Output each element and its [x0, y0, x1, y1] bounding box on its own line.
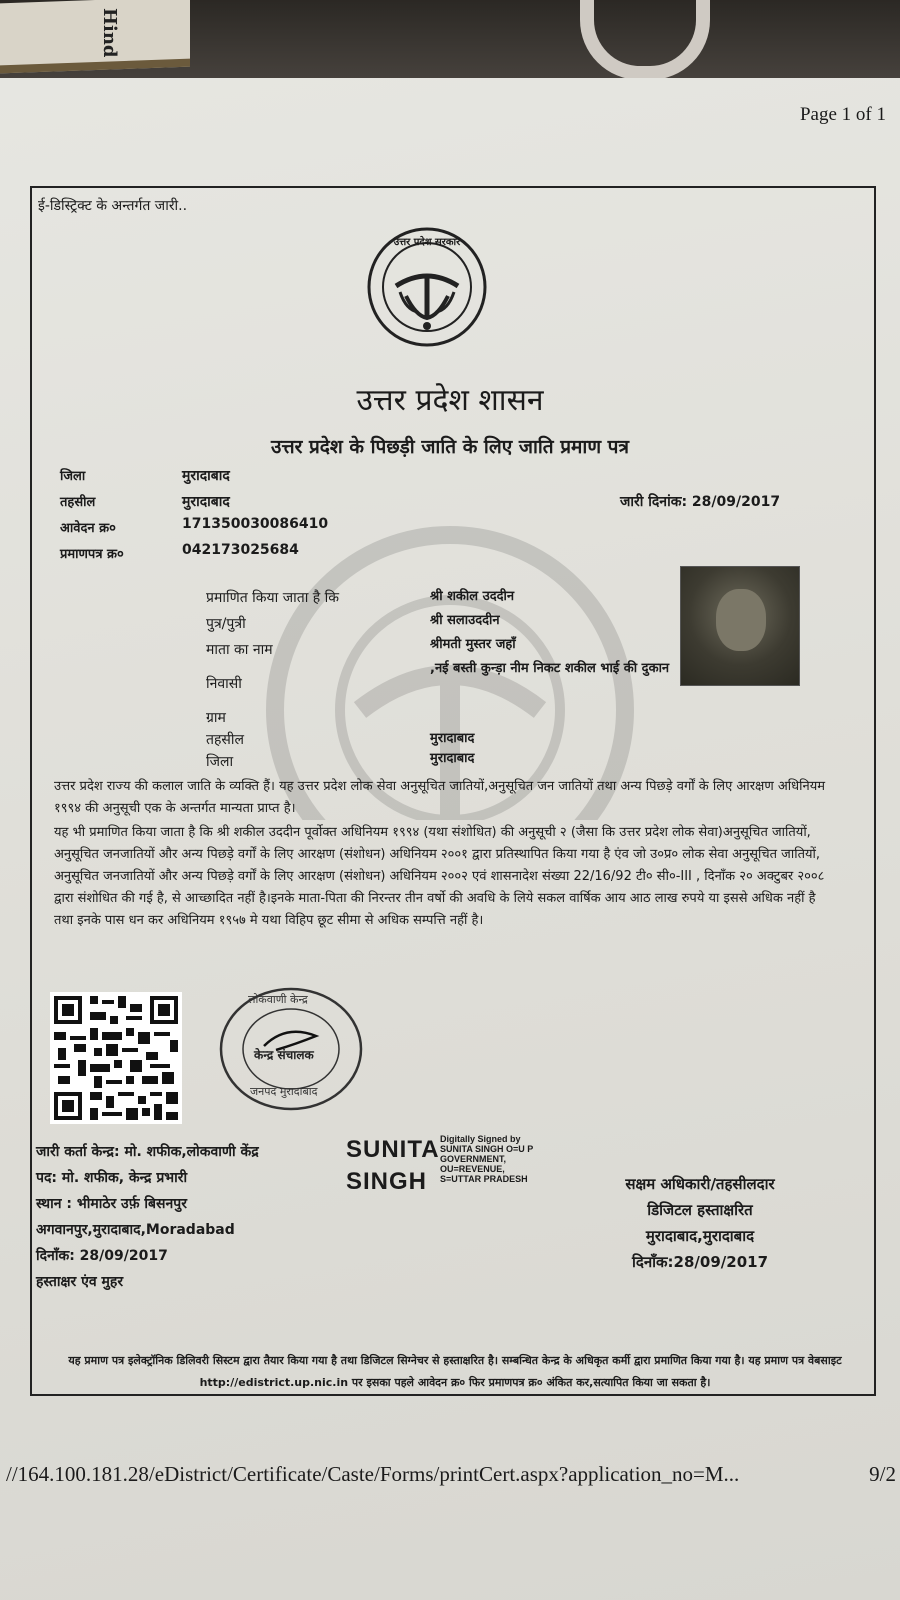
issuer-date: दिनाँक: 28/09/2017: [36, 1248, 168, 1264]
mug: [580, 0, 710, 80]
issuer-address: अगवानपुर,मुरादाबाद,Moradabad: [36, 1222, 235, 1238]
print-url: //164.100.181.28/eDistrict/Certificate/Caste/Forms/printCert.aspx?application_no=M...: [6, 1462, 740, 1486]
digital-signature-line-2: SUNITA SINGH O=U P: [440, 1144, 534, 1154]
caste-recognition-paragraph: उत्तर प्रदेश राज्य की कलाल जाति के व्यक्ति हैं। यह उत्तर प्रदेश लोक सेवा अनुसूचित जातियों,अनुसूचित जन जातियों तथा अन्य पिछड़े वर्गों के लिए आरक्षण अधिनियम १९९४ की अनुसूची एक के अन्तर्गत मान्यता प्राप्त है।: [54, 779, 826, 816]
book-spine-text: Hind: [99, 8, 120, 58]
print-date: 9/2: [869, 1462, 896, 1486]
field-value-application-no: 171350030086410: [182, 516, 329, 532]
digital-signature-line-4: OU=REVENUE,: [440, 1164, 505, 1174]
seal-center-text: केन्द्र संचालक: [254, 1048, 314, 1062]
detail-value-tehsil: मुरादाबाद: [430, 731, 475, 746]
field-label-district: जिला: [60, 469, 86, 484]
detail-label-tehsil: तहसील: [206, 732, 244, 748]
verification-footer-note: यह प्रमाण पत्र इलेक्ट्रॉनिक डिलिवरी सिस्टम द्वारा तैयार किया गया है तथा डिजिटल सिग्नेचर से हस्ताक्षरित है। सम्बन्धित केन्द्र के अधिकृत कर्मी द्वारा प्रमाणित किया गया है। यह प्रमाण पत्र वेबसाइट http://edistrict.up.nic.in पर इसका पहले आवेदन क्र० फिर प्रमाणपत्र क्र० अंकित कर,सत्यापित किया जा सकता है।: [68, 1354, 842, 1389]
detail-value-mother: श्रीमती मुस्तर जहाँ: [430, 637, 516, 652]
detail-value-address: ,नई बस्ती कुन्ड़ा नीम निकट शकील भाई की दुकान: [430, 661, 670, 676]
field-label-certificate-no: प्रमाणपत्र क्र०: [60, 547, 124, 562]
issuer-designation: पद: मो. शफीक, केन्द्र प्रभारी: [36, 1170, 188, 1186]
digital-signature-line-3: GOVERNMENT,: [440, 1154, 507, 1164]
photo-face: [716, 589, 766, 651]
detail-label-child-of: पुत्र/पुत्री: [206, 616, 246, 632]
qr-code-icon: [50, 992, 182, 1124]
authority-designation: सक्षम अधिकारी/तहसीलदार: [625, 1175, 775, 1193]
digital-signature-line-5: S=UTTAR PRADESH: [440, 1174, 528, 1184]
field-value-certificate-no: 042173025684: [182, 542, 299, 558]
applicant-photo: [680, 566, 800, 686]
field-value-tehsil: मुरादाबाद: [182, 494, 230, 510]
detail-label-certified: प्रमाणित किया जाता है कि: [206, 590, 340, 606]
government-title: उत्तर प्रदेश शासन: [356, 383, 544, 418]
digital-signature-name-last: SINGH: [346, 1168, 428, 1195]
detail-label-resident: निवासी: [206, 676, 242, 692]
field-label-tehsil: तहसील: [60, 495, 96, 510]
print-footer: [6, 1462, 896, 1487]
detail-label-village: ग्राम: [206, 710, 226, 726]
authority-digital-signed: डिजिटल हस्ताक्षरित: [647, 1201, 753, 1219]
issuer-center: जारी कर्ता केन्द्र: मो. शफीक,लोकवाणी केंद्र: [36, 1144, 259, 1160]
authority-location: मुरादाबाद,मुरादाबाद: [645, 1227, 755, 1245]
detail-value-name: श्री शकील उददीन: [430, 589, 515, 604]
edistrict-note: ई-डिस्ट्रिक्ट के अन्तर्गत जारी..: [38, 198, 188, 214]
digital-signature-line-1: Digitally Signed by: [440, 1134, 521, 1144]
issuer-place: स्थान : भीमाठेर उर्फ़ बिसनपुर: [36, 1196, 187, 1212]
book: [0, 0, 190, 73]
field-value-district: मुरादाबाद: [182, 468, 230, 484]
field-label-application-no: आवेदन क्र०: [60, 521, 116, 536]
detail-label-mother: माता का नाम: [206, 642, 273, 658]
detail-value-father: श्री सलाउददीन: [430, 613, 500, 628]
certificate-title: उत्तर प्रदेश के पिछड़ी जाति के लिए जाति प्रमाण पत्र: [271, 436, 629, 458]
seal-top-text: लोकवाणी केन्द्र: [248, 993, 308, 1006]
desk-background: [0, 0, 900, 90]
authority-date: दिनाँक:28/09/2017: [631, 1253, 769, 1271]
eligibility-paragraph: यह भी प्रमाणित किया जाता है कि श्री शकील उददीन पूर्वोक्त अधिनियम १९९४ (यथा संशोधित) की अनुसूची २ (जैसा कि उत्तर प्रदेश लोक सेवा)अनुसूचित जातियों, अनुसूचित जनजातियों और अन्य पिछड़े वर्गों के लिए आरक्षण (संशोधन) अधिनियम २००१ द्वारा प्रतिस्थापित किया गया है एंव जो उ०प्र० लोक सेवा अनुसूचित जातियों, अनुसूचित जनजातियों और अन्य पिछड़े वर्गों के लिए आरक्षण (संशोधन) अधिनियम २००२ एवं शासनादेश संख्या 22/16/92 टी० सी०-III , दिनाँक २० अक्टुबर २००८ द्वारा संशोधित की गई है, से आच्छादित नहीं है।इनके माता-पिता की निरन्तर तीन वर्षो की अवधि के लिये सकल वार्षिक आय आठ लाख रुपये या इससे अधिक नहीं है तथा इनके पास धन कर अधिनियम १९५७ मे यथा विहिप छूट सीमा से अधिक सम्पत्ति नहीं है।: [54, 825, 825, 928]
issue-date: जारी दिनांक: 28/09/2017: [620, 494, 781, 510]
issuer-signature-label: हस्ताक्षर एंव मुहर: [36, 1274, 124, 1290]
detail-label-district: जिला: [206, 754, 234, 770]
emblem-text: उत्तर प्रदेश सरकार: [393, 237, 461, 248]
digital-signature-name-first: SUNITA: [346, 1136, 440, 1163]
seal-bottom-text: जनपद मुरादाबाद: [250, 1085, 318, 1098]
detail-value-district: मुरादाबाद: [430, 751, 475, 766]
page-number: Page 1 of 1: [799, 104, 886, 125]
